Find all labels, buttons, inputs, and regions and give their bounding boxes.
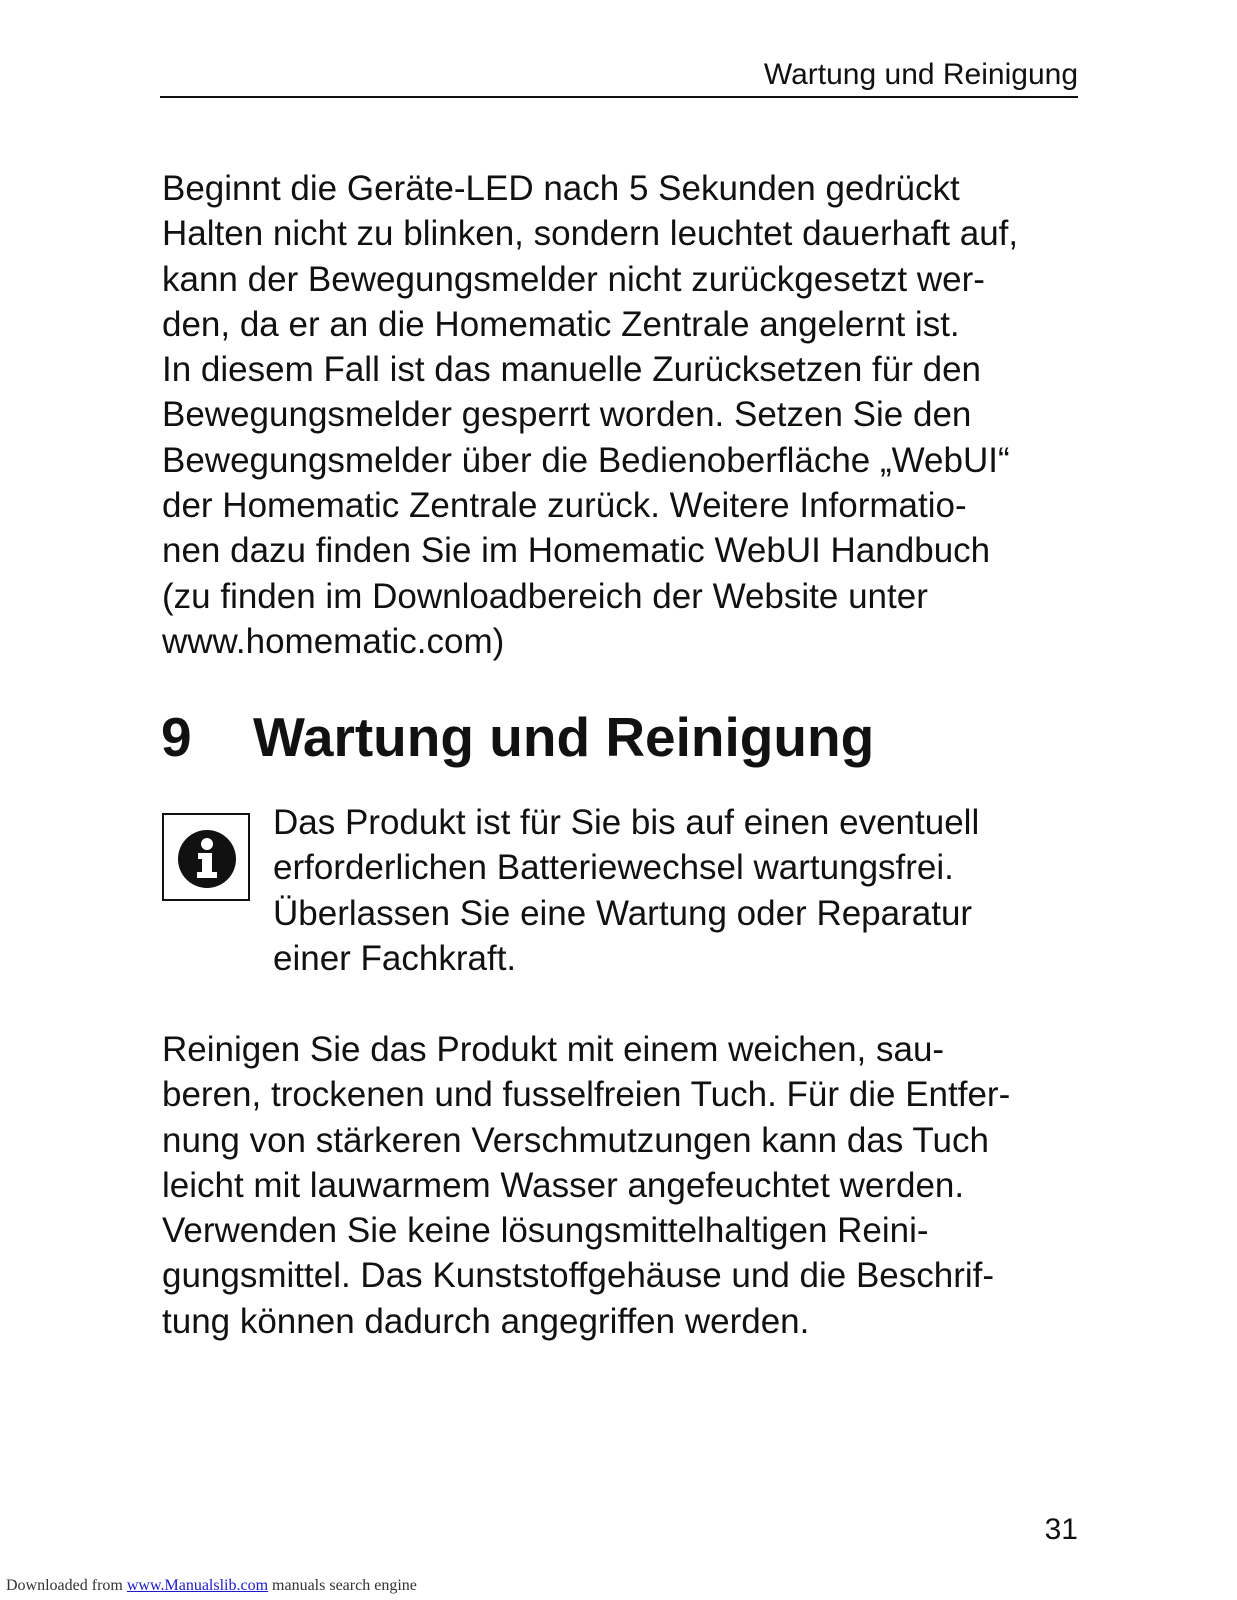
section-title: Wartung und Reinigung [253,706,875,768]
info-icon [177,829,237,889]
intro-paragraph: Beginnt die Geräte-LED nach 5 Sekunden gedrückt Halten nicht zu blinken, sondern leuchtet dauerhaft auf, kann der Bewegungsmelder nicht zurückgesetzt wer- den, da er an die Homematic Zentrale angelernt ist. In diesem Fall ist das manuelle Zurücksetzen für den Bewegungsmelder gesperrt worden. Setzen Sie den Bewegungsmelder über die Bedienoberfläche „WebUI“ der Homematic Zentrale zurück. Weitere Informatio- nen dazu finden Sie im Homematic WebUI Handbuch (zu finden im Downloadbereich der Website unter www.homematic.com) [162,169,1019,661]
running-header [160,56,1078,98]
footer-prefix: Downloaded from [6,1577,127,1594]
footer-suffix: manuals search engine [268,1577,417,1594]
running-header-title: Wartung und Reinigung [763,58,1078,91]
section-heading [161,705,874,769]
footer-link[interactable]: www.Manualslib.com [126,1577,269,1594]
cleaning-paragraph: Reinigen Sie das Produkt mit einem weichen, sau- beren, trockenen und fusselfreien Tuch. Für die Entfer- nung von stärkeren Verschmutzungen kann das Tuch leicht mit lauwarmem Wasser angefeuchtet werden. Verwenden Sie keine lösungsmittelhaltigen Reini- gungsmittel. Das Kunststoffgehäuse und die Beschrif- tung können dadurch angegriffen werden. [162,1030,1011,1341]
info-icon-box [162,813,250,901]
page-number: 31 [1044,1513,1078,1546]
info-note-text: Das Produkt ist für Sie bis auf einen eventuell erforderlichen Batteriewechsel wartungsfrei. Überlassen Sie eine Wartung oder Reparatur einer Fachkraft. [273,803,980,978]
download-footer [6,1577,417,1595]
section-number: 9 [161,706,192,768]
